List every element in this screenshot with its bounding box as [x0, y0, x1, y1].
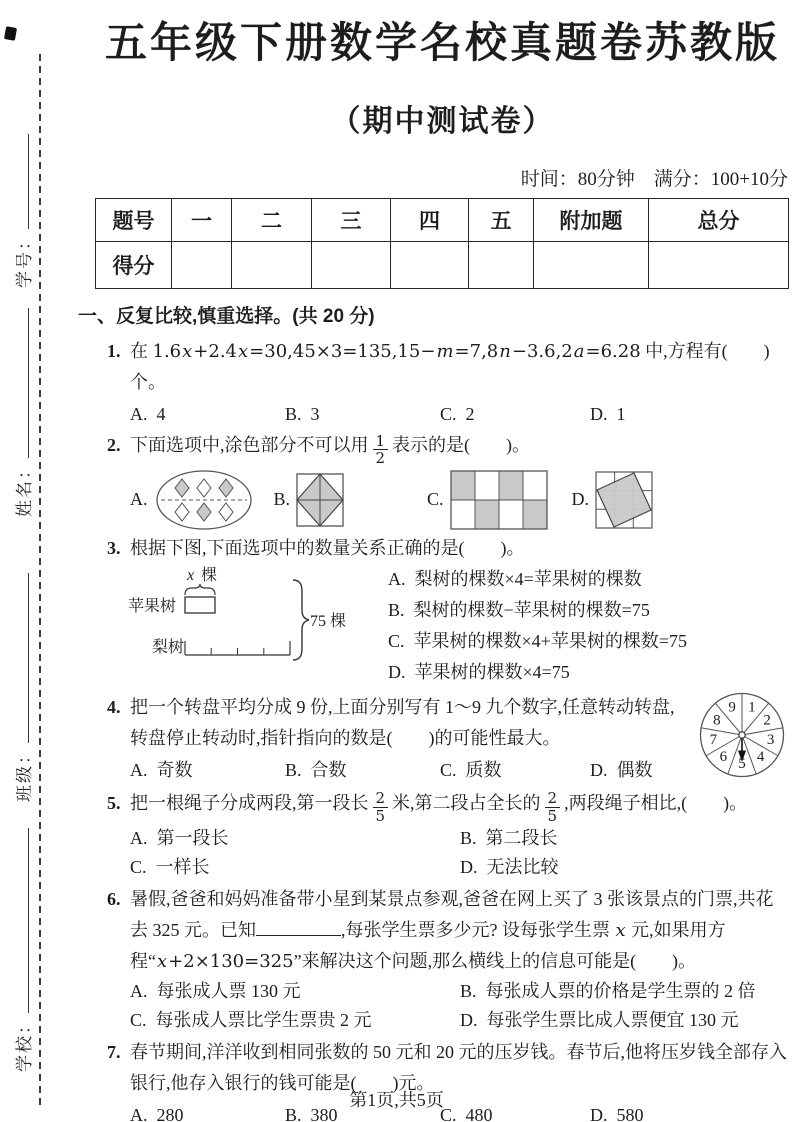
exam-info: 时间：80分钟 满分：100+10分 — [520, 169, 788, 190]
page-title: 五年级下册数学名校真题卷苏教版 — [104, 21, 780, 67]
option-a: A. 每张成人票 130 元 — [130, 981, 301, 1001]
student-info-sidebar — [8, 142, 36, 1072]
score-cell — [232, 242, 312, 289]
header-total: 总分 — [649, 199, 789, 242]
right-brace — [293, 580, 309, 660]
score-cell — [534, 242, 649, 289]
question-5-number: 5. — [107, 792, 121, 813]
score-cell — [391, 242, 469, 289]
header-part-1: 一 — [172, 199, 232, 242]
dashed-fold-line — [39, 54, 41, 1105]
option-c: C. 质数 — [440, 759, 502, 780]
spinner-number: 1 — [748, 699, 756, 716]
main-content — [78, 20, 790, 1122]
student-id-blank-line — [16, 134, 29, 229]
spinner-number: 3 — [766, 731, 775, 748]
spinner-hub — [739, 731, 745, 737]
option-d: D. 1 — [590, 404, 626, 424]
question-7-stem: 春节期间,洋洋收到相同张数的 50 元和 20 元的压岁钱。春节后,他将压岁钱全部存入银行,他存入银行的钱可能是( )元。 — [130, 1042, 787, 1093]
score-table — [95, 198, 789, 289]
option-a: A. 奇数 — [130, 759, 193, 780]
spinner-number: 2 — [763, 712, 771, 728]
question-5-stem: 把一根绳子分成两段,第一段长 $\frac{2}{5}$ 米,第二段占全长的 $\frac{2}{5}$ ,两段绳子相比,( )。 — [130, 789, 748, 825]
question-5 — [95, 788, 790, 883]
checkerboard-grid-figure — [450, 470, 548, 530]
option-c-figure: C. — [427, 470, 548, 530]
header-part-4: 四 — [391, 199, 469, 242]
name-blank-line — [16, 308, 29, 458]
header-question-number: 题号 — [96, 199, 172, 242]
option-d: D. 无法比较 — [460, 857, 559, 877]
option-d: D. 580 — [590, 1105, 644, 1122]
header-part-3: 三 — [312, 199, 391, 242]
score-cell — [172, 242, 232, 289]
spinner-number: 8 — [713, 712, 721, 728]
class-blank-line — [16, 573, 29, 743]
question-4-options — [130, 756, 790, 784]
question-1 — [95, 336, 790, 428]
header-part-2: 二 — [232, 199, 312, 242]
school-label: 学校： — [14, 1015, 34, 1072]
score-cell — [312, 242, 391, 289]
question-1-number: 1. — [107, 341, 121, 361]
question-4-number: 4. — [107, 696, 121, 717]
question-3-number: 3. — [107, 537, 121, 558]
question-1-options — [130, 400, 790, 428]
page-footer: 第1页,共5页 — [349, 1090, 444, 1110]
question-2-figures — [130, 469, 790, 531]
tilted-square-grid-figure — [595, 471, 653, 529]
option-c: C. 每张成人票比学生票贵 2 元 — [130, 1010, 372, 1030]
header-part-5: 五 — [469, 199, 534, 242]
sidebar-field-school — [10, 828, 35, 1072]
tree-bar-diagram — [105, 564, 388, 688]
page-subtitle: （期中测试卷） — [330, 105, 555, 138]
apple-unit-box — [185, 597, 215, 613]
question-2-number: 2. — [107, 435, 121, 455]
sidebar-field-class — [10, 573, 35, 802]
option-a: A. 梨树的棵数×4=苹果树的棵数 — [388, 568, 642, 589]
option-b: B. 3 — [285, 404, 320, 424]
sidebar-field-name — [10, 308, 35, 517]
question-5-options — [130, 824, 790, 882]
question-4 — [95, 692, 790, 784]
option-b: B. 第二段长 — [460, 828, 558, 848]
option-c: C. 苹果树的棵数×4+苹果树的棵数=75 — [388, 630, 687, 651]
question-6-number: 6. — [107, 889, 121, 909]
option-b: B. 梨树的棵数−苹果树的棵数=75 — [388, 599, 650, 620]
spinner-number: 5 — [738, 755, 746, 772]
header-bonus: 附加题 — [534, 199, 649, 242]
question-4-stem: 把一个转盘平均分成 9 份,上面分别写有 1～9 九个数字,任意转动转盘,转盘停止转动时,指针指向的数是( )的可能性最大。 — [130, 696, 675, 748]
name-label: 姓名： — [14, 460, 34, 517]
spinner-number: 4 — [756, 748, 765, 765]
spinner-number: 9 — [728, 699, 736, 716]
option-d: D. 偶数 — [590, 759, 653, 780]
x-unit-label: 棵 — [201, 566, 218, 584]
option-a: A. 4 — [130, 404, 166, 424]
apple-tree-label: 苹果树 — [128, 597, 177, 615]
option-c: C. 一样长 — [130, 857, 210, 877]
score-cell — [649, 242, 789, 289]
spinner-number: 6 — [719, 748, 728, 765]
question-3-body — [105, 564, 790, 688]
question-2-stem: 下面选项中,涂色部分不可以用 $\frac{1}{2}$ 表示的是( )。 — [130, 431, 531, 467]
scan-artifact-mark — [4, 26, 17, 41]
class-label: 班级： — [14, 745, 34, 802]
option-b: B. 380 — [285, 1105, 338, 1122]
option-b: B. 每张成人票的价格是学生票的 2 倍 — [460, 981, 756, 1001]
option-d: D. 苹果树的棵数×4=75 — [388, 661, 570, 682]
score-table-header-row — [96, 199, 789, 242]
sidebar-field-student-id — [10, 134, 35, 288]
question-1-stem: 在 1.6x+2.4x=30,45×3=135,15−m=7,8n−3.6,2a=6.28 中,方程有( )个。 — [130, 341, 770, 392]
question-2 — [95, 430, 790, 531]
question-6-stem: 暑假,爸爸和妈妈准备带小星到某景点参观,爸爸在网上买了 3 张该景点的门票,共花去 325 元。已知 ,每张学生票多少元? 设每张学生票 x 元,如果用方程“x+2×130=325”来解决这个问题,那么横线上的信息可能是( )。 — [130, 889, 774, 972]
option-c: C. 2 — [440, 404, 475, 424]
school-blank-line — [16, 828, 29, 1013]
spinner-figure — [698, 692, 786, 780]
score-row-label: 得分 — [96, 242, 172, 289]
option-a: A. 280 — [130, 1105, 184, 1122]
pear-tree-label: 梨树 — [152, 638, 185, 656]
question-3-options — [388, 564, 790, 688]
total-count-label: 75 棵 — [310, 612, 347, 630]
over-brace — [185, 584, 215, 595]
question-3 — [95, 533, 790, 688]
option-c: C. 480 — [440, 1105, 493, 1122]
score-table-score-row — [96, 242, 789, 289]
option-a-figure: A. — [130, 468, 254, 532]
question-6-options — [130, 977, 790, 1035]
option-d-figure: D. — [572, 471, 654, 529]
student-id-label: 学号： — [14, 231, 34, 288]
question-6 — [95, 884, 790, 1035]
question-3-stem: 根据下图,下面选项中的数量关系正确的是( )。 — [130, 537, 525, 558]
section-heading: 一、反复比较,慎重选择。(共 20 分) — [78, 306, 375, 327]
ellipse-diamonds-figure — [154, 468, 254, 532]
score-cell — [469, 242, 534, 289]
square-diamond-figure — [296, 473, 344, 527]
question-7-number: 7. — [107, 1042, 121, 1062]
option-b: B. 合数 — [285, 759, 347, 780]
option-a: A. 第一段长 — [130, 828, 229, 848]
option-b-figure: B. — [274, 473, 345, 527]
spinner-number: 7 — [709, 731, 718, 748]
option-d: D. 每张学生票比成人票便宜 130 元 — [460, 1010, 739, 1030]
x-variable-label: x — [187, 566, 195, 584]
tree-bar-diagram-svg — [105, 564, 357, 678]
